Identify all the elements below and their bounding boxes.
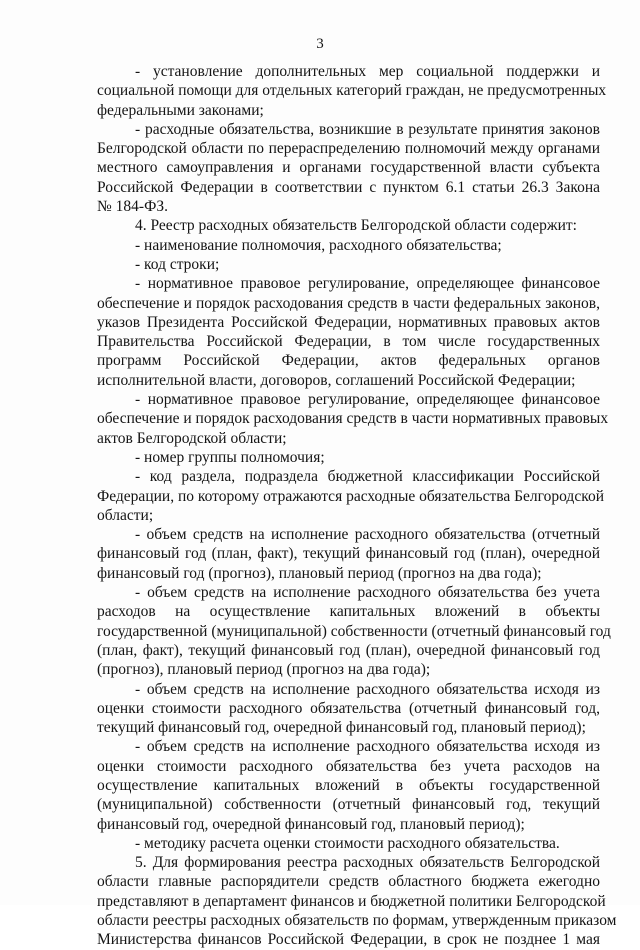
text-line: финансовый год, очередной финансовый год, плановый период); bbox=[97, 815, 525, 833]
text-line: государственной (муниципальной) собственности (отчетный финансовый год bbox=[97, 622, 611, 640]
text-line: - объем средств на исполнение расходного обязательства (отчетный bbox=[135, 526, 600, 544]
text-line: финансовый год (план, факт), текущий финансовый год (план), очередной bbox=[97, 545, 600, 563]
text-line: исполнительной власти, договоров, соглашений Российской Федерации; bbox=[97, 371, 576, 389]
text-line: социальной помощи для отдельных категорий граждан, не предусмотренных bbox=[97, 82, 607, 100]
text-line: финансовый год (прогноз), плановый период (прогноз на два года); bbox=[97, 564, 542, 582]
text-line: программ Российской Федерации, актов федеральных органов bbox=[97, 352, 600, 370]
text-line: - методику расчета оценки стоимости расходного обязательства. bbox=[135, 834, 560, 852]
text-line: Федерации, по которому отражаются расходные обязательства Белгородской bbox=[97, 487, 604, 505]
text-line: № 184-ФЗ. bbox=[97, 198, 168, 216]
text-line: осуществление капитальных вложений в объекты государственной bbox=[97, 776, 600, 794]
text-line: обеспечение и порядок расходования средств в части нормативных правовых bbox=[97, 410, 609, 428]
text-line: области главные распорядители средств областного бюджета ежегодно bbox=[97, 873, 600, 891]
text-line: указов Президента Российской Федерации, нормативных правовых актов bbox=[97, 313, 600, 331]
text-line: - наименование полномочия, расходного обязательства; bbox=[135, 236, 502, 254]
text-line: расходов на осуществление капитальных вложений в объекты bbox=[97, 603, 600, 621]
text-line: - установление дополнительных мер социальной поддержки и bbox=[135, 63, 600, 80]
text-line: - нормативное правовое регулирование, определяющее финансовое bbox=[135, 275, 600, 293]
text-line: федеральными законами; bbox=[97, 101, 264, 119]
text-line: - нормативное правовое регулирование, определяющее финансовое bbox=[135, 391, 600, 409]
text-line: области; bbox=[97, 506, 154, 524]
text-line: Правительства Российской Федерации, в том числе государственных bbox=[97, 333, 600, 351]
text-line: Министерства финансов Российской Федерации, в срок не позднее 1 мая bbox=[97, 931, 600, 949]
text-line: - код раздела, подраздела бюджетной классификации Российской bbox=[135, 468, 600, 486]
document-body bbox=[97, 62, 617, 950]
text-line: - объем средств на исполнение расходного обязательства исходя из bbox=[135, 680, 600, 698]
text-line: 5. Для формирования реестра расходных обязательств Белгородской bbox=[135, 854, 600, 872]
text-line: (муниципальной) собственности (отчетный финансовый год, текущий bbox=[97, 796, 600, 814]
text-line: Белгородской области по перераспределению полномочий между органами bbox=[97, 140, 600, 158]
text-line: области реестры расходных обязательств по формам, утвержденным приказом bbox=[97, 912, 617, 930]
text-line: текущий финансовый год, очередной финансовый год, плановый период); bbox=[97, 719, 586, 737]
text-line: Российской Федерации в соответствии с пунктом 6.1 статьи 26.3 Закона bbox=[97, 178, 600, 196]
text-line: - объем средств на исполнение расходного обязательства исходя из bbox=[135, 738, 600, 756]
text-line: (прогноз), плановый период (прогноз на два года); bbox=[97, 661, 431, 679]
text-line: - код строки; bbox=[135, 255, 220, 273]
text-line: оценки стоимости расходного обязательства (отчетный финансовый год, bbox=[97, 699, 600, 717]
page-number: 3 bbox=[316, 36, 324, 52]
text-line: обеспечение и порядок расходования средств в части федеральных законов, bbox=[97, 294, 600, 312]
text-line: - номер группы полномочия; bbox=[135, 448, 325, 466]
text-line: 4. Реестр расходных обязательств Белгородской области содержит: bbox=[135, 217, 577, 235]
text-line: - расходные обязательства, возникшие в результате принятия законов bbox=[135, 120, 600, 138]
text-line: (план, факт), текущий финансовый год (план), очередной финансовый год bbox=[97, 641, 600, 659]
text-line: оценки стоимости расходного обязательства без учета расходов на bbox=[97, 757, 600, 775]
text-line: - объем средств на исполнение расходного обязательства без учета bbox=[135, 584, 600, 602]
text-line: местного самоуправления и органами государственной власти субъекта bbox=[97, 159, 600, 177]
text-line: актов Белгородской области; bbox=[97, 429, 287, 447]
text-line: представляют в департамент финансов и бюджетной политики Белгородской bbox=[97, 892, 606, 910]
